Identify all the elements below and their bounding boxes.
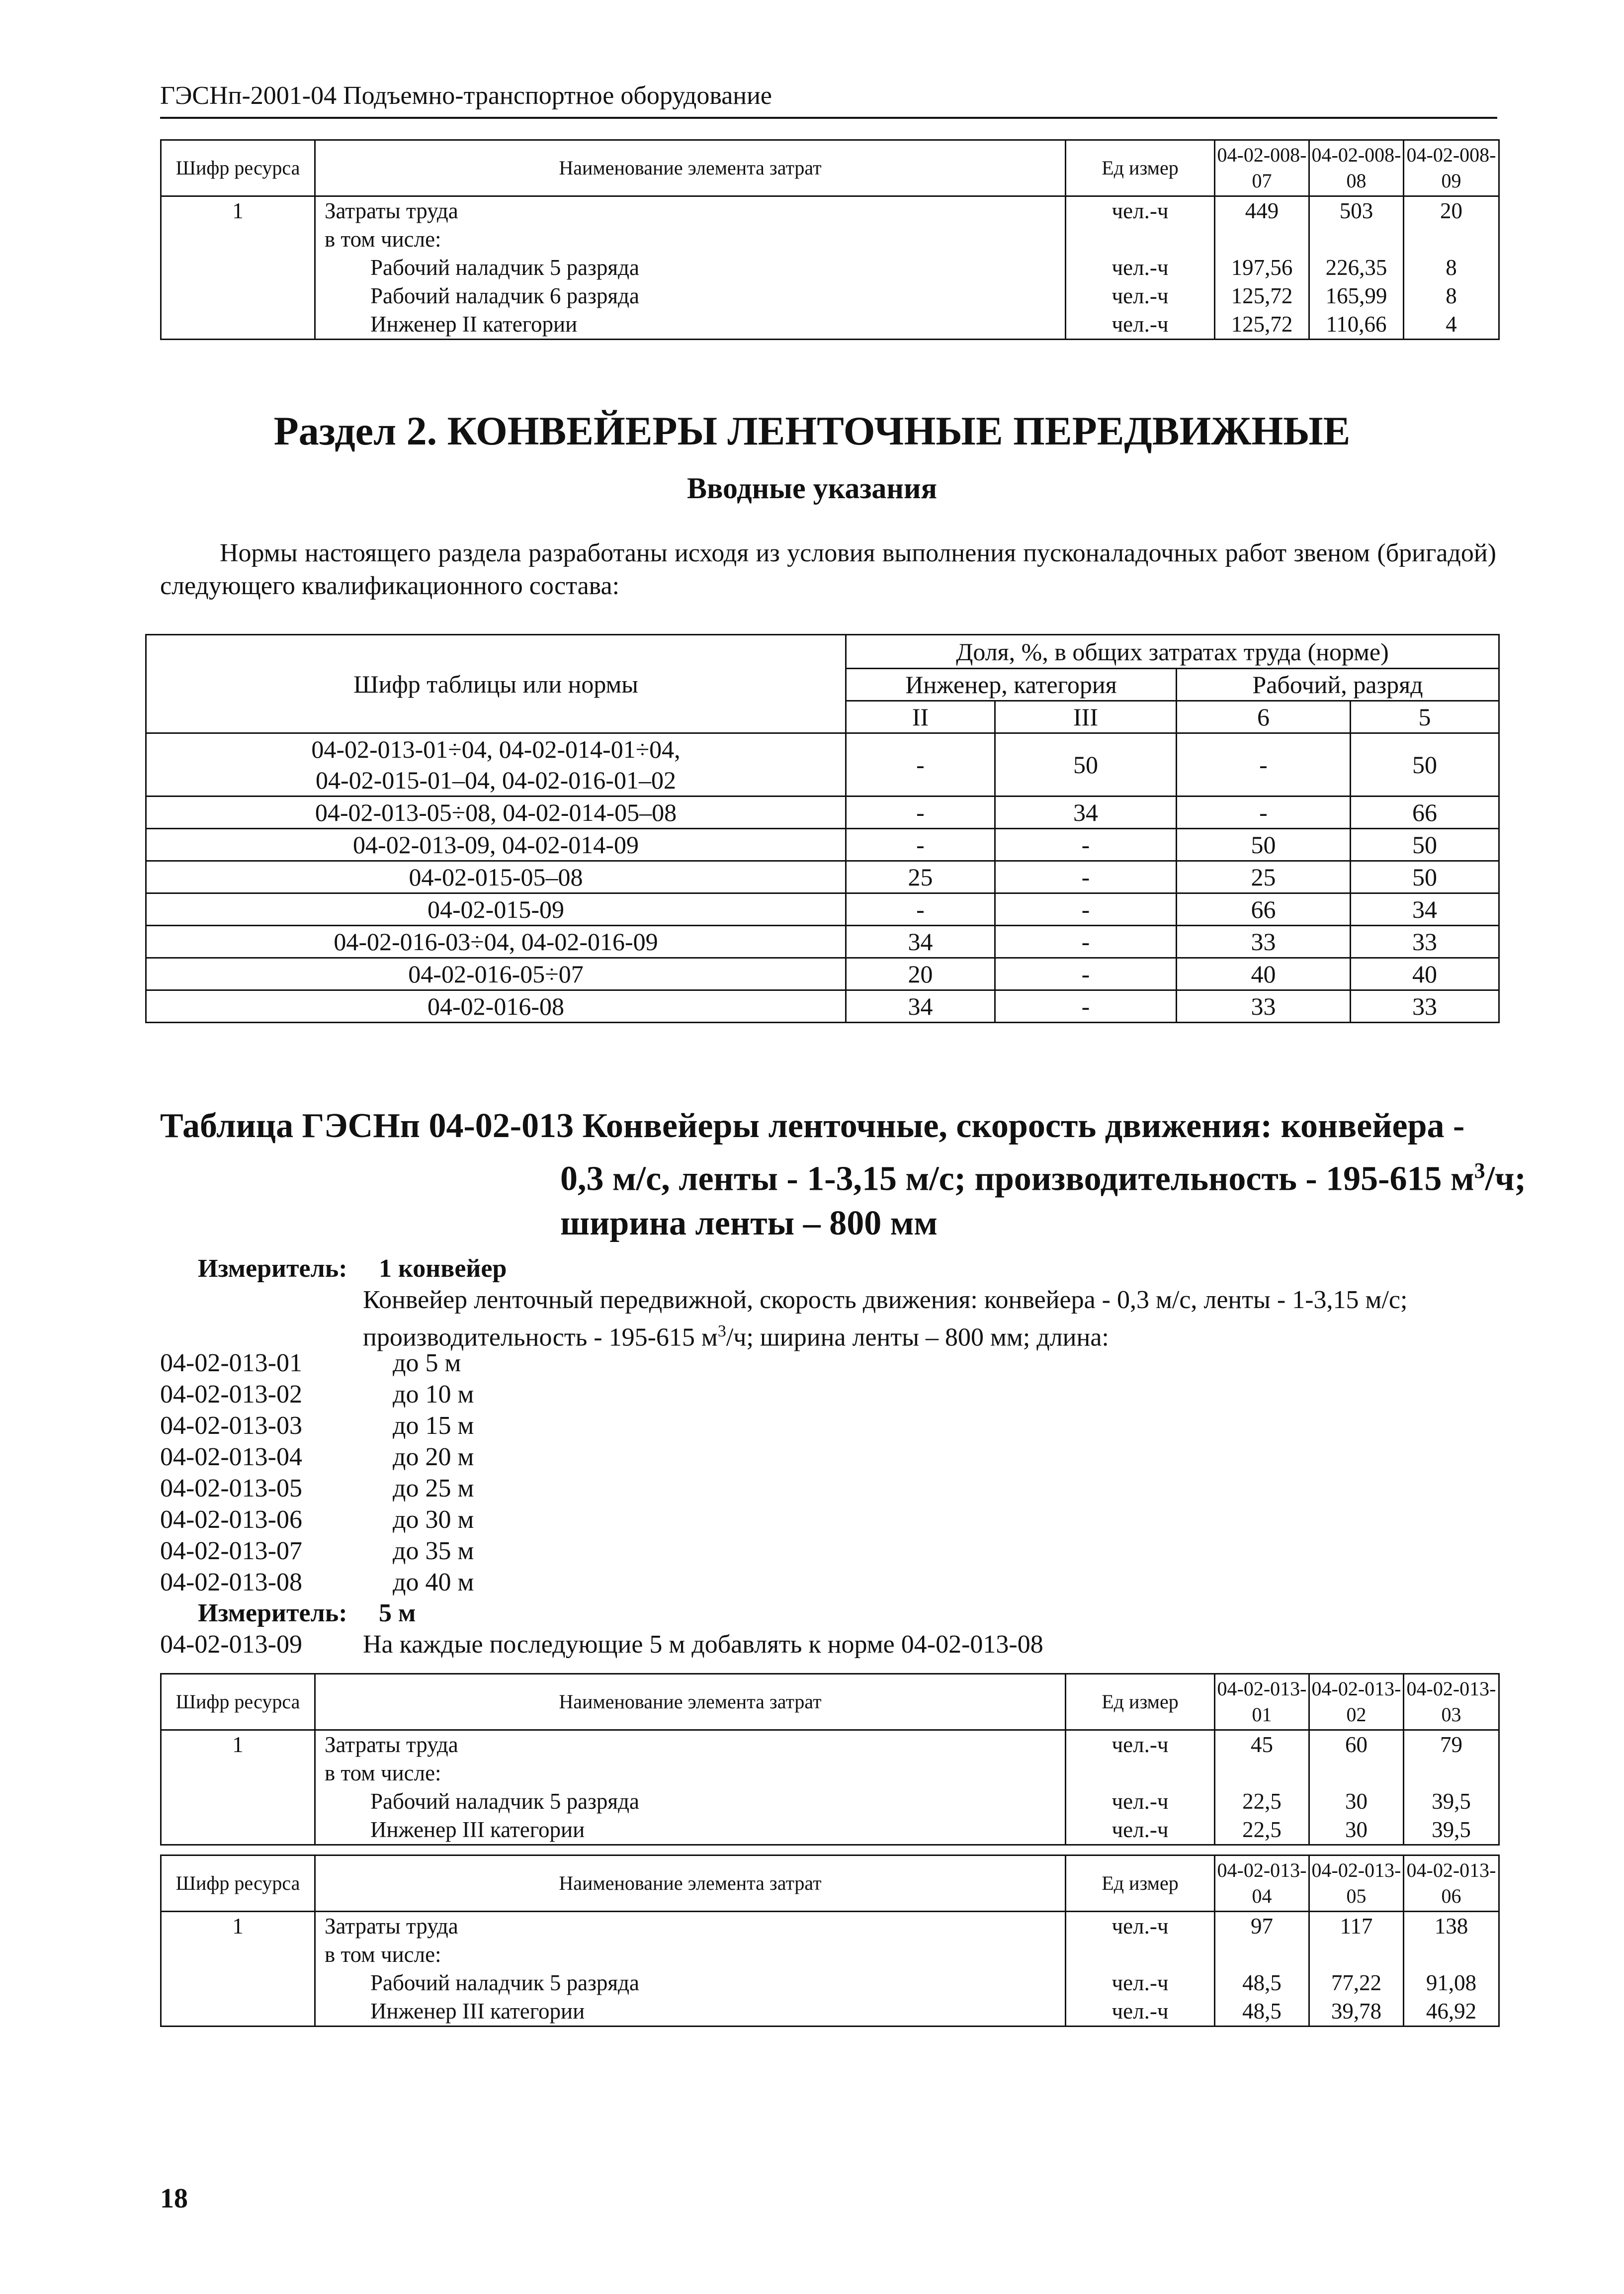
resource-code-cell xyxy=(161,1816,315,1845)
resource-code-cell: 1 xyxy=(161,1730,315,1760)
value-cell: 8 xyxy=(1404,282,1499,310)
superscript: 3 xyxy=(717,1322,726,1340)
norm-code-text: 04-02-016-05÷07 xyxy=(408,960,584,988)
norm-code-cell xyxy=(146,829,846,861)
cost-element-name: в том числе: xyxy=(315,1759,1066,1787)
value-cell: 79 xyxy=(1404,1730,1499,1760)
value-cell: 60 xyxy=(1309,1730,1404,1760)
norm-code-cell xyxy=(146,796,846,829)
value-cell xyxy=(1404,1941,1499,1969)
superscript: 3 xyxy=(1474,1158,1485,1183)
share-value-cell: 25 xyxy=(1177,861,1351,893)
norm-length: до 10 м xyxy=(393,1380,474,1409)
table-row xyxy=(161,254,1499,282)
sub-header: II xyxy=(846,701,995,733)
unit-cell xyxy=(1066,225,1215,254)
crew-composition-table xyxy=(145,634,1500,1023)
column-header-norm: 04-02-013-04 xyxy=(1215,1855,1309,1912)
sub-header: III xyxy=(995,701,1177,733)
norm-code: 04-02-013-07 xyxy=(160,1537,302,1565)
value-cell: 125,72 xyxy=(1215,282,1309,310)
resource-code-cell: 1 xyxy=(161,1912,315,1941)
unit-cell: чел.-ч xyxy=(1066,196,1215,226)
table-row xyxy=(146,733,1499,796)
cost-element-name: Инженер III категории xyxy=(315,1816,1066,1845)
share-value-cell: - xyxy=(1177,796,1351,829)
resource-code-cell xyxy=(161,310,315,340)
share-value-cell: - xyxy=(995,990,1177,1023)
cost-element-name: в том числе: xyxy=(315,1941,1066,1969)
column-header-code: Шифр ресурса xyxy=(161,140,315,196)
page-number: 18 xyxy=(160,2183,188,2214)
resource-code-cell xyxy=(161,282,315,310)
table-row xyxy=(146,829,1499,861)
value-cell: 125,72 xyxy=(1215,310,1309,340)
unit-cell: чел.-ч xyxy=(1066,1730,1215,1760)
resource-table-008 xyxy=(160,139,1500,340)
value-cell: 39,78 xyxy=(1309,1997,1404,2027)
intro-heading: Вводные указания xyxy=(686,472,938,505)
column-header-code: Шифр ресурса xyxy=(161,1674,315,1730)
column-header-share: Доля, %, в общих затратах труда (норме) xyxy=(846,635,1499,669)
norm-code-cell xyxy=(146,861,846,893)
table-title-line: ширина ленты – 800 мм xyxy=(560,1204,938,1243)
norm-code-text: 04-02-015-05–08 xyxy=(409,863,583,891)
value-cell: 449 xyxy=(1215,196,1309,226)
norm-description-text: /ч; ширина ленты – 800 мм; длина: xyxy=(726,1323,1109,1352)
value-cell: 4 xyxy=(1404,310,1499,340)
cost-element-name: Затраты труда xyxy=(315,1730,1066,1760)
norm-length: до 20 м xyxy=(393,1443,474,1471)
norm-code: 04-02-013-03 xyxy=(160,1412,302,1440)
column-header-name: Наименование элемента затрат xyxy=(315,1855,1066,1912)
value-cell: 110,66 xyxy=(1309,310,1404,340)
resource-table-013-04-06 xyxy=(160,1854,1500,2027)
column-header-norm: 04-02-008-09 xyxy=(1404,140,1499,196)
value-cell: 165,99 xyxy=(1309,282,1404,310)
resource-code-cell xyxy=(161,1969,315,1997)
norm-code-text: 04-02-015-09 xyxy=(427,895,564,923)
table-row xyxy=(146,990,1499,1023)
meter-label: Измеритель: xyxy=(198,1599,347,1627)
value-cell: 39,5 xyxy=(1404,1816,1499,1845)
share-value-cell: - xyxy=(846,893,995,926)
value-cell xyxy=(1309,1759,1404,1787)
share-value-cell: 50 xyxy=(1351,861,1499,893)
table-row xyxy=(146,861,1499,893)
column-header-unit: Ед измер xyxy=(1066,1855,1215,1912)
column-header-norm: 04-02-013-01 xyxy=(1215,1674,1309,1730)
value-cell: 117 xyxy=(1309,1912,1404,1941)
share-value-cell: 66 xyxy=(1351,796,1499,829)
table-row xyxy=(146,926,1499,958)
column-header-norm: 04-02-013-03 xyxy=(1404,1674,1499,1730)
value-cell: 91,08 xyxy=(1404,1969,1499,1997)
value-cell: 30 xyxy=(1309,1816,1404,1845)
share-value-cell: - xyxy=(846,733,995,796)
table-row xyxy=(161,1997,1499,2027)
meter-value: 1 конвейер xyxy=(379,1254,507,1283)
norm-description: Конвейер ленточный передвижной, скорость движения: конвейера - 0,3 м/с, ленты - 1-3,15 м/с; xyxy=(363,1286,1408,1314)
column-header-norm: 04-02-008-08 xyxy=(1309,140,1404,196)
column-header-norm: 04-02-013-06 xyxy=(1404,1855,1499,1912)
table-row xyxy=(161,1912,1499,1941)
norm-code: 04-02-013-01 xyxy=(160,1349,302,1377)
share-value-cell: 50 xyxy=(1351,733,1499,796)
norm-code: 04-02-013-09 xyxy=(160,1630,302,1659)
unit-cell: чел.-ч xyxy=(1066,1816,1215,1845)
norm-description-text: производительность - 195-615 м xyxy=(363,1323,718,1352)
table-row xyxy=(161,310,1499,340)
norm-code: 04-02-013-04 xyxy=(160,1443,302,1471)
share-value-cell: - xyxy=(1177,733,1351,796)
cost-element-name: Затраты труда xyxy=(315,196,1066,226)
norm-code-text: 04-02-013-09, 04-02-014-09 xyxy=(353,831,639,859)
share-value-cell: - xyxy=(995,926,1177,958)
share-value-cell: 34 xyxy=(846,926,995,958)
value-cell: 46,92 xyxy=(1404,1997,1499,2027)
share-value-cell: 34 xyxy=(1351,893,1499,926)
norm-code-cell xyxy=(146,733,846,796)
meter-value: 5 м xyxy=(379,1599,416,1627)
unit-cell xyxy=(1066,1941,1215,1969)
table-row xyxy=(161,1730,1499,1760)
intro-paragraph: Нормы настоящего раздела разработаны исходя из условия выполнения пусконаладочных работ звеном (бригадой) следующего квалификационного состава: xyxy=(160,539,1496,600)
share-value-cell: 33 xyxy=(1177,926,1351,958)
share-value-cell: 50 xyxy=(1351,829,1499,861)
column-header-unit: Ед измер xyxy=(1066,1674,1215,1730)
value-cell: 20 xyxy=(1404,196,1499,226)
cost-element-name: Рабочий наладчик 6 разряда xyxy=(315,282,1066,310)
value-cell xyxy=(1215,225,1309,254)
value-cell: 138 xyxy=(1404,1912,1499,1941)
share-value-cell: - xyxy=(995,958,1177,990)
unit-cell xyxy=(1066,1759,1215,1787)
norm-length: до 15 м xyxy=(393,1412,474,1440)
cost-element-name: Инженер II категории xyxy=(315,310,1066,340)
column-header-code: Шифр таблицы или нормы xyxy=(146,635,846,733)
unit-cell: чел.-ч xyxy=(1066,1787,1215,1816)
value-cell: 48,5 xyxy=(1215,1997,1309,2027)
norm-code-cell xyxy=(146,893,846,926)
norm-code-cell xyxy=(146,926,846,958)
share-value-cell: 25 xyxy=(846,861,995,893)
table-row xyxy=(161,225,1499,254)
unit-cell: чел.-ч xyxy=(1066,282,1215,310)
header-rule xyxy=(160,117,1497,119)
value-cell xyxy=(1404,225,1499,254)
share-value-cell: - xyxy=(846,829,995,861)
share-value-cell: - xyxy=(995,829,1177,861)
share-value-cell: - xyxy=(995,893,1177,926)
table-row xyxy=(161,282,1499,310)
norm-code-text: 04-02-016-03÷04, 04-02-016-09 xyxy=(334,928,658,956)
running-header: ГЭСНп-2001-04 Подъемно-транспортное оборудование xyxy=(160,82,772,110)
norm-description xyxy=(363,1316,1109,1353)
unit-cell: чел.-ч xyxy=(1066,254,1215,282)
share-value-cell: - xyxy=(995,861,1177,893)
column-header-name: Наименование элемента затрат xyxy=(315,1674,1066,1730)
unit-cell: чел.-ч xyxy=(1066,1997,1215,2027)
share-value-cell: 66 xyxy=(1177,893,1351,926)
resource-code-cell xyxy=(161,1941,315,1969)
value-cell: 226,35 xyxy=(1309,254,1404,282)
share-value-cell: 33 xyxy=(1177,990,1351,1023)
column-header-unit: Ед измер xyxy=(1066,140,1215,196)
unit-cell: чел.-ч xyxy=(1066,1912,1215,1941)
table-title-text: /ч; xyxy=(1485,1159,1526,1198)
cost-element-name: Затраты труда xyxy=(315,1912,1066,1941)
table-row xyxy=(161,1941,1499,1969)
column-header-worker: Рабочий, разряд xyxy=(1177,669,1499,701)
resource-table-013-01-03 xyxy=(160,1673,1500,1846)
column-header-norm: 04-02-013-05 xyxy=(1309,1855,1404,1912)
norm-code: 04-02-013-05 xyxy=(160,1474,302,1502)
norm-length: до 40 м xyxy=(393,1568,474,1596)
column-header-name: Наименование элемента затрат xyxy=(315,140,1066,196)
resource-code-cell xyxy=(161,1997,315,2027)
norm-length: до 25 м xyxy=(393,1474,474,1502)
column-header-code: Шифр ресурса xyxy=(161,1855,315,1912)
section-title: Раздел 2. КОНВЕЙЕРЫ ЛЕНТОЧНЫЕ ПЕРЕДВИЖНЫЕ xyxy=(273,408,1351,453)
value-cell: 45 xyxy=(1215,1730,1309,1760)
norm-code-text: 04-02-013-05÷08, 04-02-014-05–08 xyxy=(315,798,677,826)
norm-code-cell xyxy=(146,958,846,990)
value-cell: 22,5 xyxy=(1215,1816,1309,1845)
value-cell: 8 xyxy=(1404,254,1499,282)
unit-cell: чел.-ч xyxy=(1066,310,1215,340)
norm-code: 04-02-013-02 xyxy=(160,1380,302,1409)
norm-length: до 5 м xyxy=(393,1349,461,1377)
value-cell: 77,22 xyxy=(1309,1969,1404,1997)
table-title-line: Таблица ГЭСНп 04-02-013 Конвейеры ленточные, скорость движения: конвейера - xyxy=(160,1107,1465,1145)
share-value-cell: 34 xyxy=(995,796,1177,829)
cost-element-name: Рабочий наладчик 5 разряда xyxy=(315,1787,1066,1816)
unit-cell: чел.-ч xyxy=(1066,1969,1215,1997)
resource-code-cell xyxy=(161,225,315,254)
norm-length: до 35 м xyxy=(393,1537,474,1565)
cost-element-name: Инженер III категории xyxy=(315,1997,1066,2027)
table-row xyxy=(161,1787,1499,1816)
cost-element-name: Рабочий наладчик 5 разряда xyxy=(315,1969,1066,1997)
cost-element-name: в том числе: xyxy=(315,225,1066,254)
sub-header: 5 xyxy=(1351,701,1499,733)
sub-header: 6 xyxy=(1177,701,1351,733)
share-value-cell: 50 xyxy=(1177,829,1351,861)
norm-code: 04-02-013-08 xyxy=(160,1568,302,1596)
resource-code-cell xyxy=(161,1759,315,1787)
cost-element-name: Рабочий наладчик 5 разряда xyxy=(315,254,1066,282)
norm-code-text: 04-02-015-01–04, 04-02-016-01–02 xyxy=(316,766,676,794)
table-row xyxy=(161,1969,1499,1997)
table-row xyxy=(161,1816,1499,1845)
value-cell: 22,5 xyxy=(1215,1787,1309,1816)
meter-label: Измеритель: xyxy=(198,1254,347,1283)
value-cell xyxy=(1404,1759,1499,1787)
value-cell xyxy=(1309,225,1404,254)
value-cell: 197,56 xyxy=(1215,254,1309,282)
value-cell xyxy=(1215,1759,1309,1787)
table-row xyxy=(161,196,1499,226)
value-cell xyxy=(1309,1941,1404,1969)
column-header-norm: 04-02-013-02 xyxy=(1309,1674,1404,1730)
value-cell: 97 xyxy=(1215,1912,1309,1941)
table-title xyxy=(160,1104,1526,1246)
share-value-cell: 40 xyxy=(1351,958,1499,990)
table-row xyxy=(146,893,1499,926)
share-value-cell: - xyxy=(846,796,995,829)
norm-code: 04-02-013-06 xyxy=(160,1505,302,1534)
share-value-cell: 33 xyxy=(1351,990,1499,1023)
share-value-cell: 50 xyxy=(995,733,1177,796)
table-title-line xyxy=(160,1148,1526,1201)
norm-code-text: 04-02-016-08 xyxy=(427,992,564,1020)
share-value-cell: 34 xyxy=(846,990,995,1023)
column-header-norm: 04-02-008-07 xyxy=(1215,140,1309,196)
column-header-engineer: Инженер, категория xyxy=(846,669,1177,701)
value-cell: 48,5 xyxy=(1215,1969,1309,1997)
norm-text: На каждые последующие 5 м добавлять к норме 04-02-013-08 xyxy=(363,1630,1043,1659)
share-value-cell: 40 xyxy=(1177,958,1351,990)
value-cell: 30 xyxy=(1309,1787,1404,1816)
table-row xyxy=(146,796,1499,829)
value-cell: 503 xyxy=(1309,196,1404,226)
resource-code-cell: 1 xyxy=(161,196,315,226)
norm-code-text: 04-02-013-01÷04, 04-02-014-01÷04, xyxy=(311,735,681,763)
resource-code-cell xyxy=(161,254,315,282)
value-cell: 39,5 xyxy=(1404,1787,1499,1816)
table-row xyxy=(161,1759,1499,1787)
resource-code-cell xyxy=(161,1787,315,1816)
share-value-cell: 33 xyxy=(1351,926,1499,958)
share-value-cell: 20 xyxy=(846,958,995,990)
norm-length: до 30 м xyxy=(393,1505,474,1534)
norm-code-cell xyxy=(146,990,846,1023)
value-cell xyxy=(1215,1941,1309,1969)
table-row xyxy=(146,958,1499,990)
table-title-text: 0,3 м/с, ленты - 1-3,15 м/с; производительность - 195-615 м xyxy=(560,1159,1474,1198)
